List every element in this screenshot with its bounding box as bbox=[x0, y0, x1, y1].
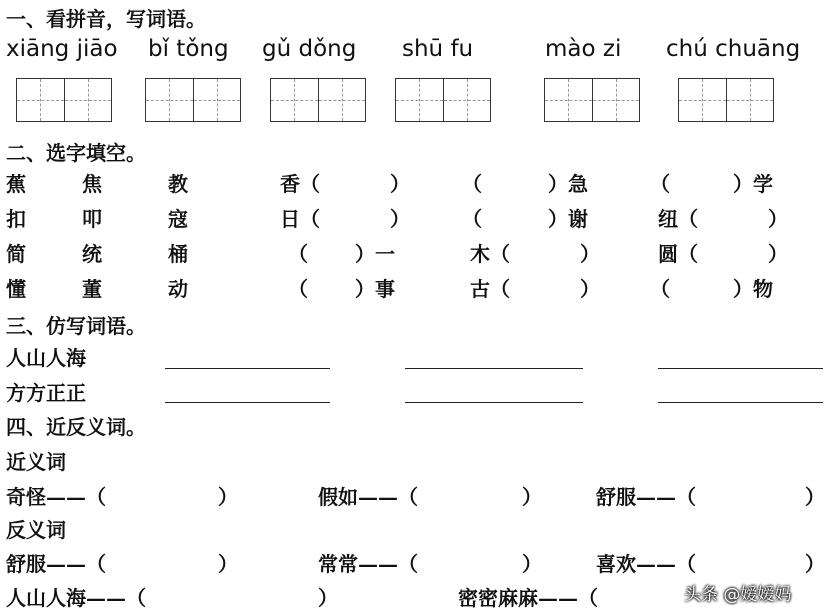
antonym-prompt: 常常——（ bbox=[318, 552, 418, 576]
answer-line[interactable] bbox=[658, 368, 823, 369]
fill-cell: ）谢 bbox=[548, 207, 588, 231]
synonym-label: 近义词 bbox=[6, 450, 66, 474]
fill-cell: 统 bbox=[82, 242, 102, 266]
antonym-close: ） bbox=[318, 586, 338, 610]
fill-cell: 日（ bbox=[280, 207, 320, 231]
fill-cell: 古（ bbox=[470, 277, 510, 301]
writing-box-1[interactable] bbox=[16, 78, 112, 122]
fill-cell: （ bbox=[650, 172, 670, 196]
antonym-close: ） bbox=[805, 552, 825, 576]
antonym-close: ） bbox=[218, 552, 238, 576]
antonym-prompt: 喜欢——（ bbox=[596, 552, 696, 576]
imitation-example-2: 方方正正 bbox=[6, 381, 86, 405]
answer-line[interactable] bbox=[405, 402, 583, 403]
antonym-label: 反义词 bbox=[6, 518, 66, 542]
writing-box-5[interactable] bbox=[544, 78, 640, 122]
section4-title: 四、近反义词。 bbox=[6, 415, 146, 439]
answer-line[interactable] bbox=[405, 368, 583, 369]
fill-cell: 简 bbox=[6, 242, 26, 266]
fill-cell: 桶 bbox=[168, 242, 188, 266]
pinyin-6: chú chuāng bbox=[666, 36, 801, 62]
antonym-prompt: 人山人海——（ bbox=[6, 586, 146, 610]
fill-cell: 圆（ bbox=[658, 242, 698, 266]
fill-cell: ） bbox=[580, 277, 600, 301]
fill-cell: ） bbox=[580, 242, 600, 266]
fill-cell: 动 bbox=[168, 277, 188, 301]
fill-cell: ）急 bbox=[548, 172, 588, 196]
synonym-close: ） bbox=[805, 485, 825, 509]
pinyin-1: xiāng jiāo bbox=[6, 36, 118, 62]
pinyin-4: shū fu bbox=[402, 36, 474, 62]
antonym-prompt: 密密麻麻——（ bbox=[458, 586, 598, 610]
section3-title: 三、仿写词语。 bbox=[6, 314, 146, 338]
fill-cell: ）学 bbox=[733, 172, 773, 196]
fill-cell: ） bbox=[768, 207, 788, 231]
fill-cell: ） bbox=[390, 172, 410, 196]
fill-cell: 寇 bbox=[168, 207, 188, 231]
fill-cell: （ bbox=[462, 172, 482, 196]
answer-line[interactable] bbox=[165, 402, 330, 403]
fill-cell: 焦 bbox=[82, 172, 102, 196]
synonym-prompt: 奇怪——（ bbox=[6, 485, 106, 509]
fill-cell: 懂 bbox=[6, 277, 26, 301]
synonym-close: ） bbox=[522, 485, 542, 509]
antonym-prompt: 舒服——（ bbox=[6, 552, 106, 576]
synonym-prompt: 舒服——（ bbox=[596, 485, 696, 509]
section1-title: 一、看拼音，写词语。 bbox=[6, 7, 206, 31]
fill-cell: 叩 bbox=[82, 207, 102, 231]
pinyin-2: bǐ tǒng bbox=[148, 36, 229, 62]
pinyin-3: gǔ dǒng bbox=[262, 36, 357, 62]
fill-cell: 木（ bbox=[470, 242, 510, 266]
imitation-example-1: 人山人海 bbox=[6, 346, 86, 370]
fill-cell: ） bbox=[768, 242, 788, 266]
fill-cell: （ bbox=[650, 277, 670, 301]
fill-cell: 董 bbox=[82, 277, 102, 301]
writing-box-6[interactable] bbox=[678, 78, 774, 122]
fill-cell: ）一 bbox=[355, 242, 395, 266]
writing-box-3[interactable] bbox=[270, 78, 366, 122]
synonym-close: ） bbox=[218, 485, 238, 509]
watermark: 头条 @嫒嫒妈 bbox=[684, 585, 792, 605]
fill-cell: ）物 bbox=[733, 277, 773, 301]
fill-cell: （ bbox=[288, 277, 308, 301]
fill-cell: 香（ bbox=[280, 172, 320, 196]
writing-box-4[interactable] bbox=[395, 78, 491, 122]
section2-title: 二、选字填空。 bbox=[6, 141, 146, 165]
fill-cell: （ bbox=[462, 207, 482, 231]
fill-cell: 纽（ bbox=[658, 207, 698, 231]
fill-cell: 蕉 bbox=[6, 172, 26, 196]
pinyin-5: mào zi bbox=[545, 36, 622, 62]
answer-line[interactable] bbox=[165, 368, 330, 369]
fill-cell: （ bbox=[288, 242, 308, 266]
fill-cell: 教 bbox=[168, 172, 188, 196]
fill-cell: 扣 bbox=[6, 207, 26, 231]
answer-line[interactable] bbox=[658, 402, 823, 403]
fill-cell: ） bbox=[390, 207, 410, 231]
writing-box-2[interactable] bbox=[145, 78, 241, 122]
fill-cell: ）事 bbox=[355, 277, 395, 301]
synonym-prompt: 假如——（ bbox=[318, 485, 418, 509]
antonym-close: ） bbox=[522, 552, 542, 576]
